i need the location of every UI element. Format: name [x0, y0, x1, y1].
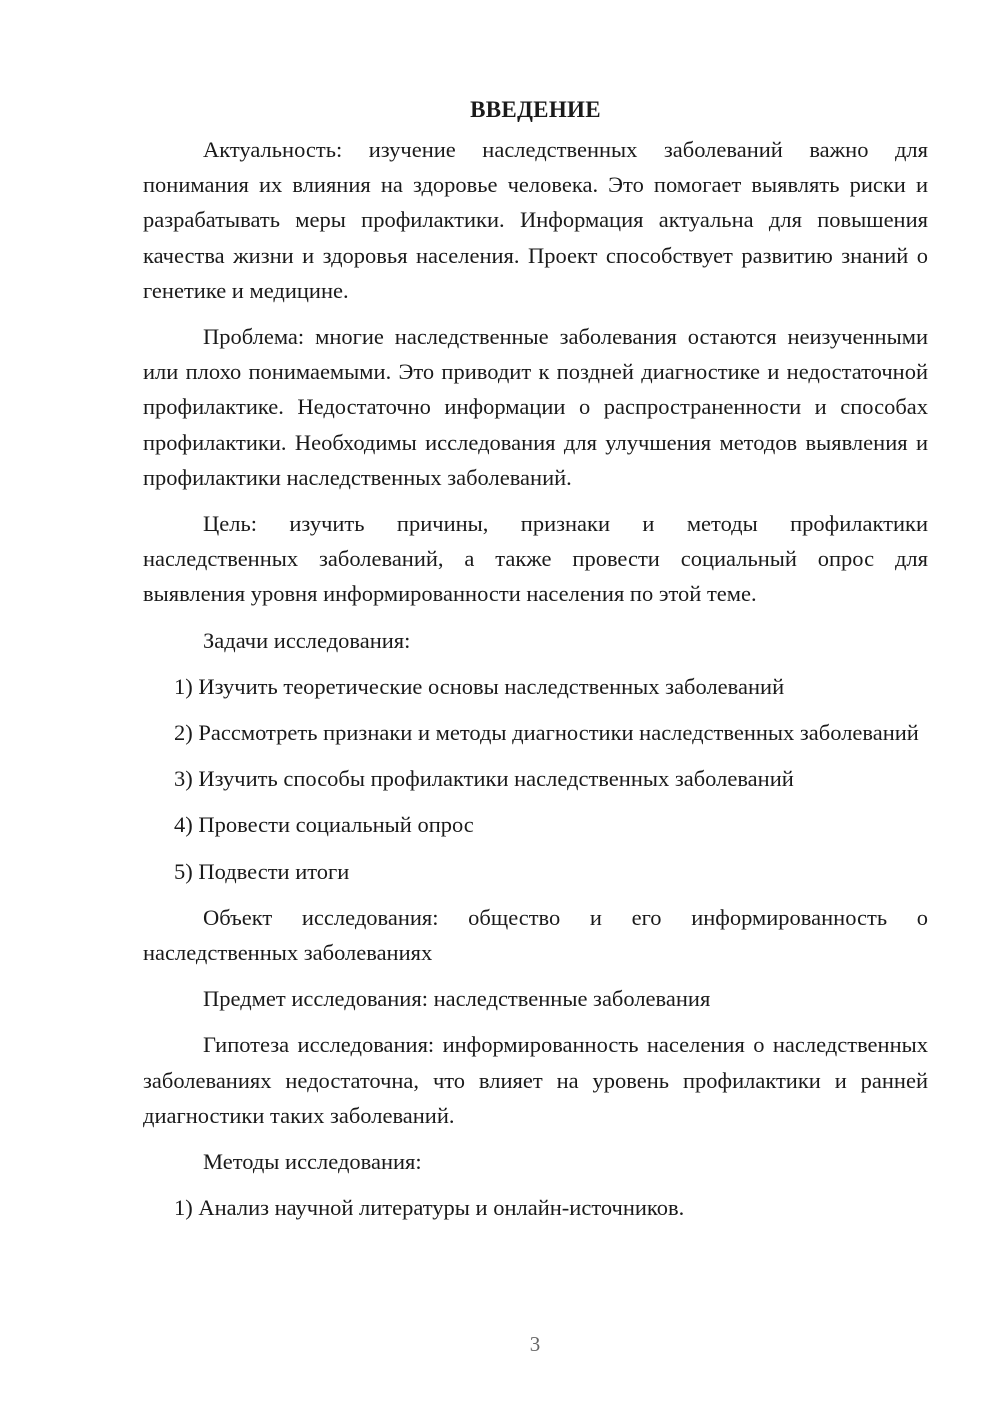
relevance-paragraph: Актуальность: изучение наследственных заболеваний важно для понимания их влияния на здоровье человека. Это помогает выявлять риски и разрабатывать меры профилактики. Информация актуальна для повышения качества жизни и здоровья населения. Проект способствует развитию знаний о генетике и медицине. — [143, 137, 928, 303]
task-item-1: 1) Изучить теоретические основы наследственных заболеваний — [174, 673, 785, 699]
subject-paragraph: Предмет исследования: наследственные заболевания — [203, 986, 711, 1012]
tasks-heading: Задачи исследования: — [203, 627, 411, 653]
task-item-4: 4) Провести социальный опрос — [174, 812, 474, 838]
page-title: ВВЕДЕНИЕ — [470, 97, 601, 122]
goal-paragraph: Цель: изучить причины, признаки и методы профилактики наследственных заболеваний, а также провести социальный опрос для выявления уровня информированности населения по этой теме. — [143, 511, 928, 607]
hypothesis-paragraph: Гипотеза исследования: информированность населения о наследственных заболеваниях недостаточна, что влияет на уровень профилактики и ранней диагностики таких заболеваний. — [143, 1032, 928, 1128]
methods-heading: Методы исследования: — [203, 1149, 422, 1175]
task-item-5: 5) Подвести итоги — [174, 858, 350, 884]
object-paragraph: Объект исследования: общество и его информированность о наследственных заболеваниях — [143, 904, 928, 966]
page-number: 3 — [529, 1332, 541, 1356]
task-item-2: 2) Рассмотреть признаки и методы диагностики наследственных заболеваний — [174, 720, 919, 746]
method-item-1: 1) Анализ научной литературы и онлайн-источников. — [174, 1195, 685, 1221]
document-page — [143, 92, 928, 1236]
task-item-3: 3) Изучить способы профилактики наследственных заболеваний — [174, 766, 794, 792]
problem-paragraph: Проблема: многие наследственные заболевания остаются неизученными или плохо понимаемыми. Это приводит к поздней диагностике и недостаточной профилактике. Недостаточно информации о распространенности и способах профилактики. Необходимы исследования для улучшения методов выявления и профилактики наследственных заболеваний. — [143, 324, 928, 490]
